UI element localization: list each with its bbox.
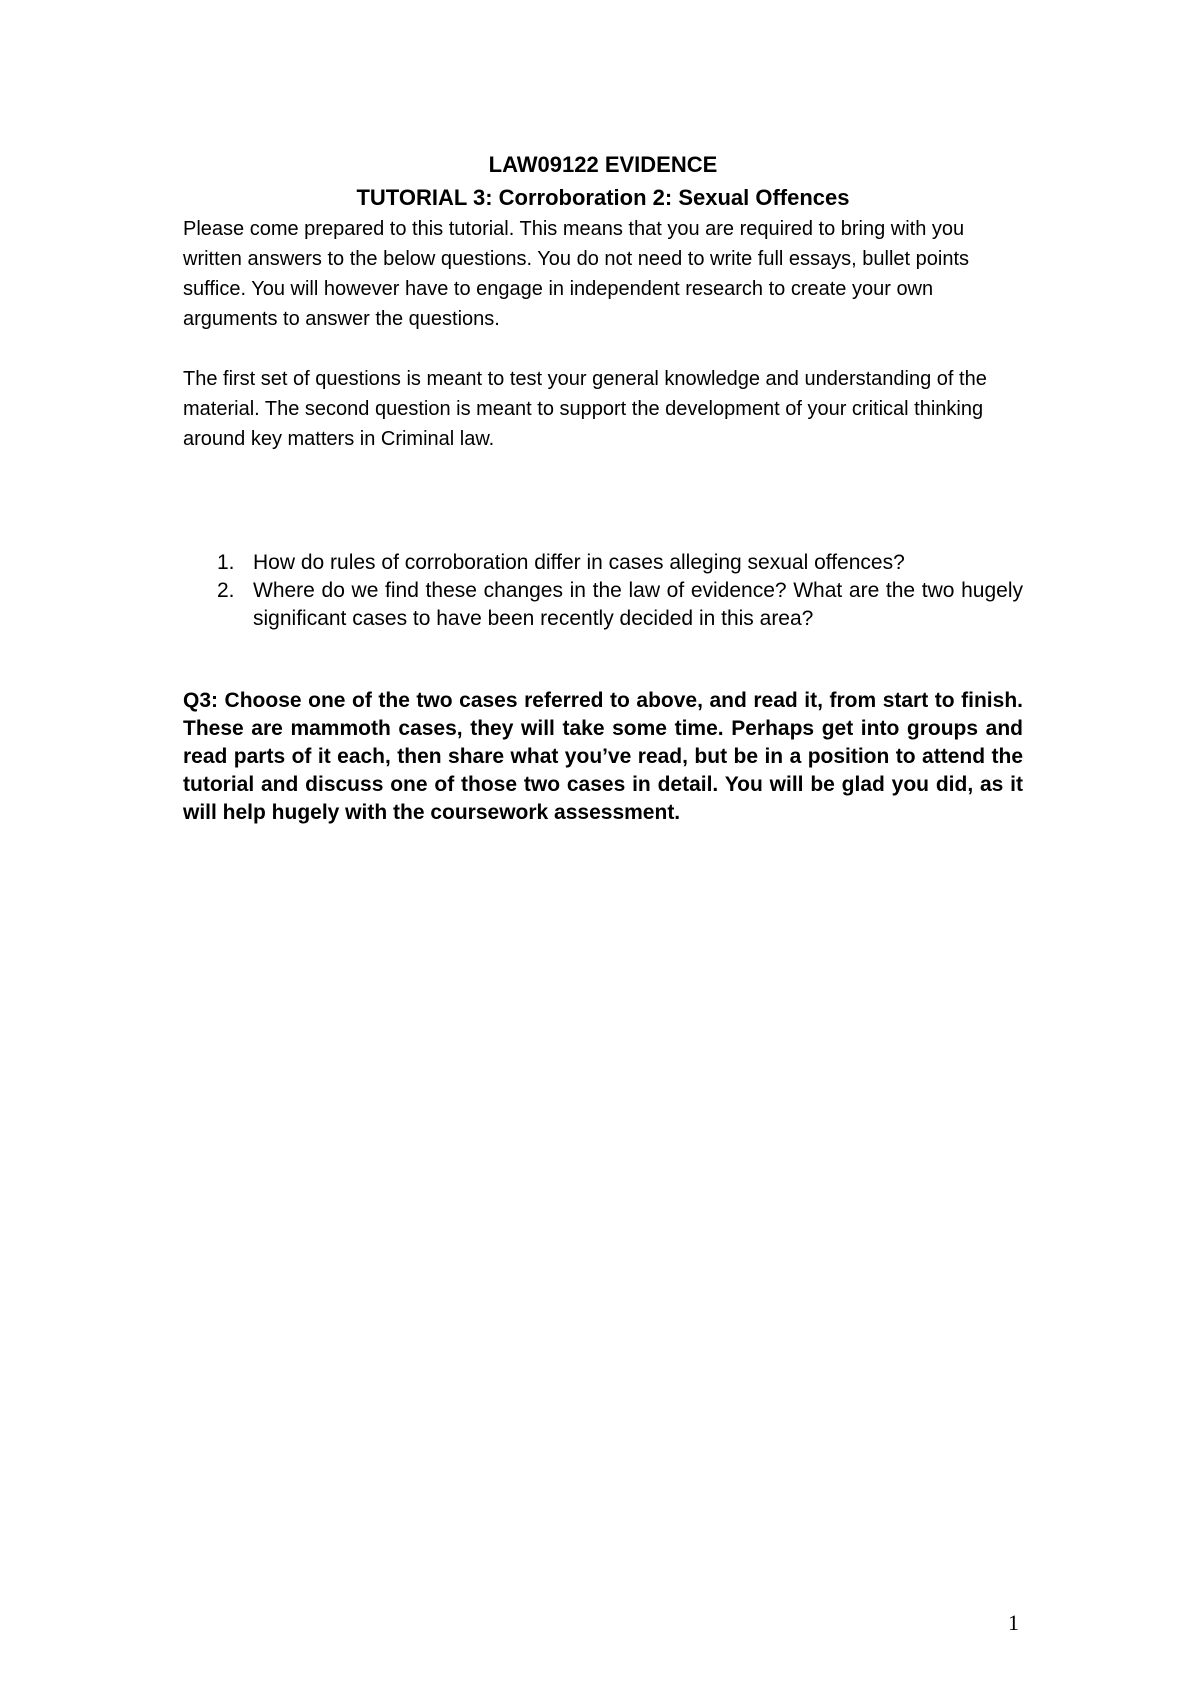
intro-paragraph-preparation: Please come prepared to this tutorial. This means that you are required to bring with you written answers to the below questions. You do not need to write full essays, bullet points suffice. You will however have to engage in independent research to create your own arguments to answer the questions. [183,218,970,330]
question-number: 2. [217,579,235,602]
question-text: Where do we find these changes in the law of evidence? What are the two hugely significant cases to have been recently decided in this area? [253,579,1023,630]
page-number: 1 [1008,1610,1019,1635]
question-number: 1. [217,551,235,574]
question-3-paragraph: Q3: Choose one of the two cases referred to above, and read it, from start to finish. These are mammoth cases, they will take some time. Perhaps get into groups and read parts of it each, then share what you’ve read, but be in a position to attend the tutorial and discuss one of those two cases in detail. You will be glad you did, as it will help hugely with the coursework assessment. [183,689,1023,824]
question-item [183,577,1023,633]
document-body [183,148,1023,848]
intro-paragraph-purpose: The first set of questions is meant to test your general knowledge and understanding of the material. The second question is meant to support the development of your critical thinking around key matters in Criminal law. [183,368,987,450]
question-item [183,549,1023,577]
question-text: How do rules of corroboration differ in cases alleging sexual offences? [253,551,905,574]
course-title: LAW09122 EVIDENCE [488,152,718,177]
tutorial-title: TUTORIAL 3: Corroboration 2: Sexual Offences [356,185,850,210]
question-list [183,549,1023,633]
